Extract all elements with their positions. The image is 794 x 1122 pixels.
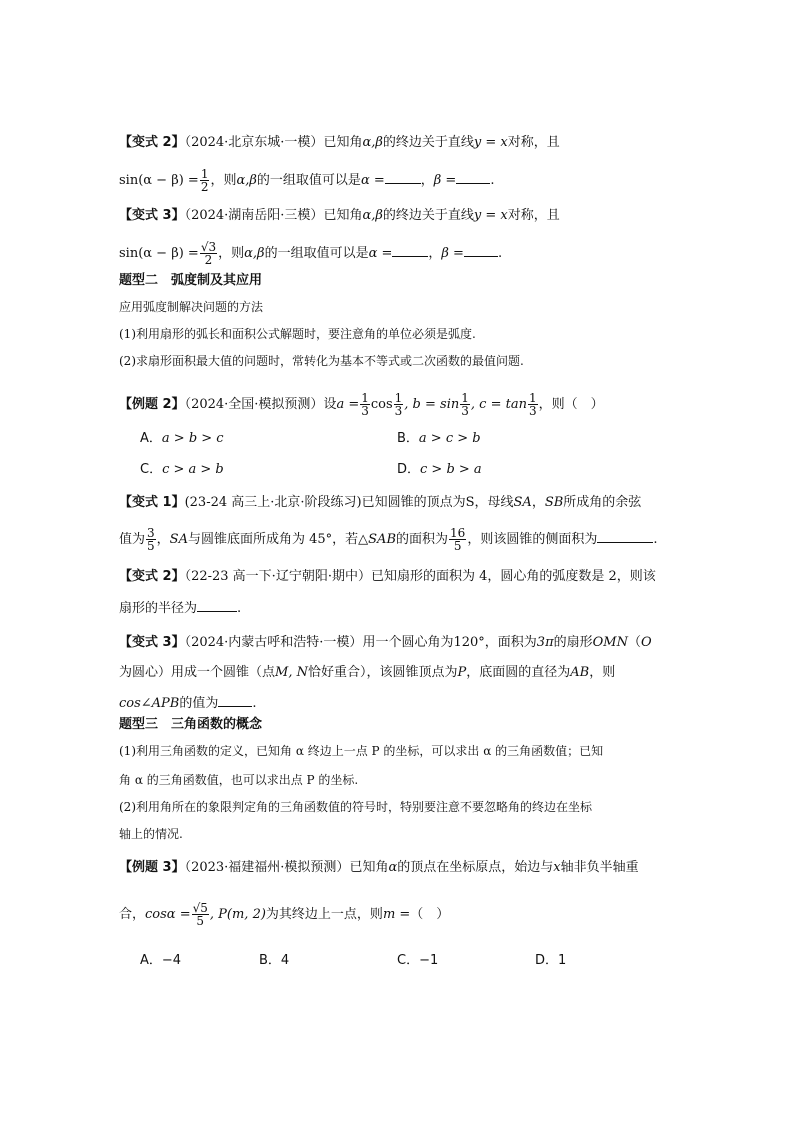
text: 已知角 <box>323 208 363 223</box>
denominator: 2 <box>204 253 213 267</box>
variant-tag: 【变式 2】 <box>119 135 185 150</box>
text: 扇形的半径为 <box>119 601 198 616</box>
variant3-line1 <box>119 207 674 225</box>
paragraph: (2)利用角所在的象限判定角的三角函数值的符号时，特别要注意不要忽略角的终边在坐标 <box>119 800 593 814</box>
text: 为圆心）用成一个圆锥（点 <box>119 665 276 680</box>
math: cos <box>370 397 393 412</box>
math: α,β <box>244 246 265 261</box>
fraction <box>192 902 209 927</box>
fraction <box>394 392 404 417</box>
paragraph: 轴上的情况. <box>119 827 183 841</box>
text: 的一组取值可以是 <box>256 173 361 188</box>
example2-line <box>119 392 674 417</box>
text: ， <box>420 173 434 188</box>
example-tag: 【例题 3】 <box>119 860 185 875</box>
text: 的终边关于直线 <box>382 135 474 150</box>
math: 120° <box>453 635 485 650</box>
answer-blank[interactable] <box>218 694 252 707</box>
math: α <box>388 860 398 875</box>
text: ，则 <box>218 246 245 261</box>
math: α,β <box>362 135 383 150</box>
text: ，则该圆锥的侧面积为 <box>467 532 598 547</box>
numerator: 1 <box>200 167 209 181</box>
text: 恰好重合），该圆锥顶点为 <box>307 665 458 680</box>
source: （2023·福建福州·模拟预测） <box>184 860 350 875</box>
option-label: D． <box>397 462 421 477</box>
numerator: 1 <box>361 391 369 405</box>
math: α,β <box>362 208 383 223</box>
answer-blank[interactable] <box>464 244 498 257</box>
math: △SAB <box>358 532 397 547</box>
text: 的终边关于直线 <box>382 208 474 223</box>
denominator: 3 <box>394 404 403 418</box>
math: , c = tan <box>470 397 527 412</box>
text: ，面积为 <box>484 635 537 650</box>
math: AB <box>570 665 590 680</box>
answer-blank[interactable] <box>385 171 421 184</box>
text: 已知角 <box>323 135 363 150</box>
math: sin(α − β) = <box>119 246 199 261</box>
numerator: 16 <box>450 526 466 540</box>
fraction <box>449 527 466 552</box>
answer-blank[interactable] <box>597 530 653 543</box>
math: , b = sin <box>404 397 460 412</box>
option-value: −1 <box>419 953 439 968</box>
option-label: C． <box>140 462 163 477</box>
text: . <box>653 532 658 547</box>
text: ， <box>428 246 442 261</box>
paragraph: (2)求扇形面积最大值的问题时，常转化为基本不等式或二次函数的最值问题. <box>119 354 524 368</box>
option-value: c > b > a <box>420 462 482 477</box>
source: (23-24 高三上·北京·阶段练习) <box>184 495 362 510</box>
option-value: 4 <box>280 953 290 968</box>
denominator: 5 <box>147 539 155 553</box>
answer-blank[interactable] <box>392 244 428 257</box>
fraction <box>146 527 156 552</box>
math: sin(α − β) = <box>119 173 199 188</box>
text: ， <box>531 495 545 510</box>
fraction <box>200 241 217 266</box>
example3-line1 <box>119 859 674 877</box>
variant-tag: 【变式 3】 <box>119 635 185 650</box>
numerator: 1 <box>394 391 403 405</box>
option-a[interactable] <box>140 952 181 970</box>
answer-blank[interactable] <box>197 599 237 612</box>
text: . <box>490 173 495 188</box>
text: 的一组取值可以是 <box>264 246 369 261</box>
text: . <box>237 601 242 616</box>
math: 3π <box>536 635 554 650</box>
math: M, N <box>275 665 308 680</box>
text: 的扇形 <box>553 635 593 650</box>
text: 对称，且 <box>507 135 560 150</box>
numerator: √5 <box>192 901 208 915</box>
numerator: 3 <box>147 526 155 540</box>
paragraph: 角 α 的三角函数值，也可以求出点 P 的坐标. <box>119 773 359 787</box>
numerator: √3 <box>200 240 217 254</box>
option-label: C． <box>397 953 420 968</box>
math: α,β <box>236 173 257 188</box>
text: （ <box>627 635 641 650</box>
option-value: c > a > b <box>162 462 224 477</box>
math: β = <box>433 173 457 188</box>
source: （22-23 高一下·辽宁朝阳·期中） <box>184 569 371 584</box>
math: a = <box>336 397 360 412</box>
example3-line2 <box>119 902 674 927</box>
text: 的顶点在坐标原点，始边与 <box>397 860 554 875</box>
numerator: 1 <box>528 391 537 405</box>
section-title: 题型三 三角函数的概念 <box>119 717 263 732</box>
math: α = <box>368 246 393 261</box>
variant2-line1 <box>119 134 674 152</box>
text: ，底面圆的直径为 <box>466 665 571 680</box>
denominator: 2 <box>200 180 209 194</box>
math: y = x <box>473 135 508 150</box>
option-c[interactable] <box>140 461 224 479</box>
text: ，则 <box>589 665 616 680</box>
source: （2024·全国·模拟预测） <box>184 397 324 412</box>
option-a[interactable] <box>140 430 224 448</box>
variant1-line1 <box>119 494 674 512</box>
numerator: 1 <box>461 391 469 405</box>
text: 设 <box>323 397 337 412</box>
denominator: 3 <box>528 404 537 418</box>
text: 对称，且 <box>507 208 560 223</box>
option-value: −4 <box>161 953 182 968</box>
math: OMN <box>592 635 628 650</box>
math: P <box>457 665 467 680</box>
variant2-line2 <box>119 168 674 193</box>
option-b[interactable] <box>397 430 481 448</box>
text: 轴非负半轴重 <box>560 860 639 875</box>
variant-tag: 【变式 3】 <box>119 208 185 223</box>
example-tag: 【例题 2】 <box>119 397 185 412</box>
text: 合， <box>119 907 146 922</box>
source: （2024·湖南岳阳·三模） <box>184 208 324 223</box>
variant2b-line2 <box>119 599 674 618</box>
text: （ ） <box>410 907 450 922</box>
text: . <box>497 246 503 261</box>
text: 的面积为 <box>396 532 449 547</box>
text: . <box>252 696 257 711</box>
denominator: 3 <box>361 404 369 418</box>
option-label: B． <box>259 953 281 968</box>
denominator: 5 <box>453 539 462 553</box>
option-d[interactable] <box>535 952 566 970</box>
answer-blank[interactable] <box>456 171 490 184</box>
paragraph: (1)利用三角函数的定义，已知角 α 终边上一点 P 的坐标，可以求出 α 的三角函数值；已知 <box>119 744 604 758</box>
source: （2024·北京东城·一模） <box>184 135 324 150</box>
section-title: 题型二 弧度制及其应用 <box>119 273 263 288</box>
text: 为其终边上一点，则 <box>265 907 383 922</box>
variant3-line2 <box>119 241 674 266</box>
math: x <box>553 860 561 875</box>
text: 已知角 <box>349 860 389 875</box>
variant-tag: 【变式 2】 <box>119 569 185 584</box>
option-label: D． <box>535 953 559 968</box>
option-value: 1 <box>558 953 567 968</box>
option-label: A． <box>140 953 162 968</box>
variant-tag: 【变式 1】 <box>119 495 185 510</box>
denominator: 5 <box>196 914 205 928</box>
option-b[interactable] <box>259 952 289 970</box>
option-value: a > c > b <box>418 431 481 446</box>
variant3b-line3 <box>119 694 674 713</box>
text: 已知圆锥的顶点为S，母线 <box>361 495 514 510</box>
text: ，则 <box>210 173 237 188</box>
math: α = <box>360 173 385 188</box>
option-label: A． <box>140 431 162 446</box>
variant3b-line2 <box>119 664 674 682</box>
text: 值为 <box>119 532 146 547</box>
text: 用一个圆心角为 <box>362 635 454 650</box>
option-d[interactable] <box>397 461 482 479</box>
variant3b-line1 <box>119 634 674 652</box>
denominator: 3 <box>461 404 469 418</box>
text: 已知扇形的面积为 4，圆心角的弧度数是 2，则该 <box>370 569 656 584</box>
paragraph: (1)利用扇形的弧长和面积公式解题时，要注意角的单位必须是弧度. <box>119 327 476 341</box>
text: 的值为 <box>179 696 219 711</box>
fraction <box>528 392 538 417</box>
variant1-line2 <box>119 527 674 552</box>
fraction <box>360 392 370 417</box>
text: 与圆锥底面所成角为 45°，若 <box>187 532 359 547</box>
math: SB <box>544 495 564 510</box>
fraction <box>460 392 470 417</box>
source: （2024·内蒙古呼和浩特·一模） <box>184 635 363 650</box>
option-label: B． <box>397 431 419 446</box>
math: m = <box>382 907 411 922</box>
math: y = x <box>473 208 508 223</box>
math: β = <box>441 246 464 261</box>
math: , P(m, 2) <box>209 907 266 922</box>
variant2b-line1 <box>119 568 674 586</box>
math: SA <box>169 532 188 547</box>
math: cosα = <box>145 907 191 922</box>
option-c[interactable] <box>397 952 438 970</box>
math: O <box>641 635 652 650</box>
text: ，则（ ） <box>538 397 604 412</box>
fraction <box>200 168 210 193</box>
math: SA <box>513 495 532 510</box>
paragraph: 应用弧度制解决问题的方法 <box>119 300 264 314</box>
math: cos∠APB <box>119 696 180 711</box>
text: ， <box>156 532 170 547</box>
text: 所成角的余弦 <box>563 495 642 510</box>
option-value: a > b > c <box>161 431 224 446</box>
